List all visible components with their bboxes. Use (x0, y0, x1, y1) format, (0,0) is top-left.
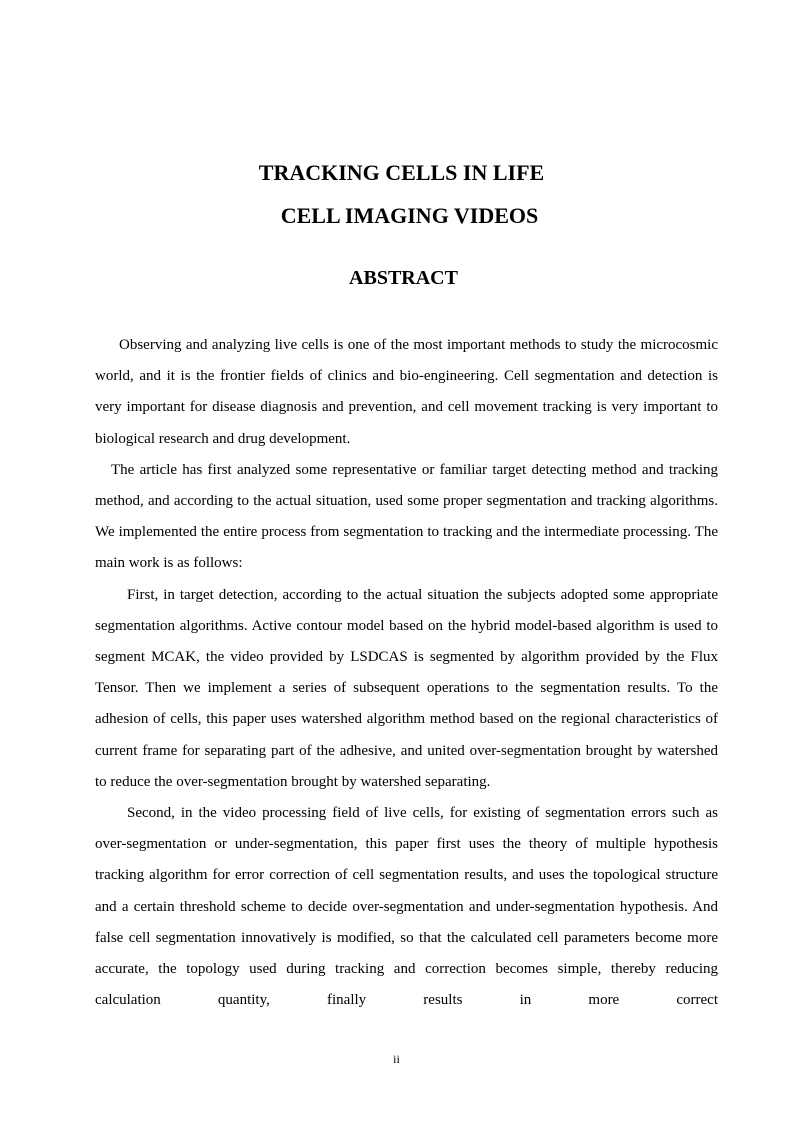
abstract-paragraph-1: Observing and analyzing live cells is one of the most important methods to study the microcosmic world, and it is the frontier fields of clinics and bio-engineering. Cell segmentation and detection is very important for disease diagnosis and prevention, and cell movement tracking is very important to biological research and drug development. (95, 337, 718, 447)
abstract-paragraph-2: The article has first analyzed some representative or familiar target detecting method and tracking method, and according to the actual situation, used some proper segmentation and tracking algorithms. We implemented the entire process from segmentation to tracking and the intermediate processing. The main work is as follows: (95, 461, 718, 572)
document-title-line-1: TRACKING CELLS IN LIFE (258, 160, 545, 185)
abstract-paragraph-4: Second, in the video processing field of live cells, for existing of segmentation errors such as over-segmentation or under-segmentation, this paper first uses the theory of multiple hypothesis tracking algorithm for error correction of cell segmentation results, and uses the topological structure and a certain threshold scheme to decide over-segmentation and under-segmentation hypothesis. And false cell segmentation innovatively is modified, so that the calculated cell parameters become more accurate, the topology used during tracking and correction becomes simple, thereby reducing calculation quantity, finally results in more correct (95, 805, 718, 1009)
abstract-heading: ABSTRACT (349, 267, 458, 289)
abstract-body (95, 330, 718, 1016)
page-number: ii (393, 1052, 400, 1066)
document-title-line-2: CELL IMAGING VIDEOS (280, 203, 539, 228)
abstract-paragraph-3: First, in target detection, according to the actual situation the subjects adopted some appropriate segmentation algorithms. Active contour model based on the hybrid model-based algorithm is used to segment MCAK, the video provided by LSDCAS is segmented by algorithm provided by the Flux Tensor. Then we implement a series of subsequent operations to the segmentation results. To the adhesion of cells, this paper uses watershed algorithm method based on the regional characteristics of current frame for separating part of the adhesive, and united over-segmentation brought by watershed to reduce the over-segmentation brought by watershed separating. (95, 586, 718, 790)
